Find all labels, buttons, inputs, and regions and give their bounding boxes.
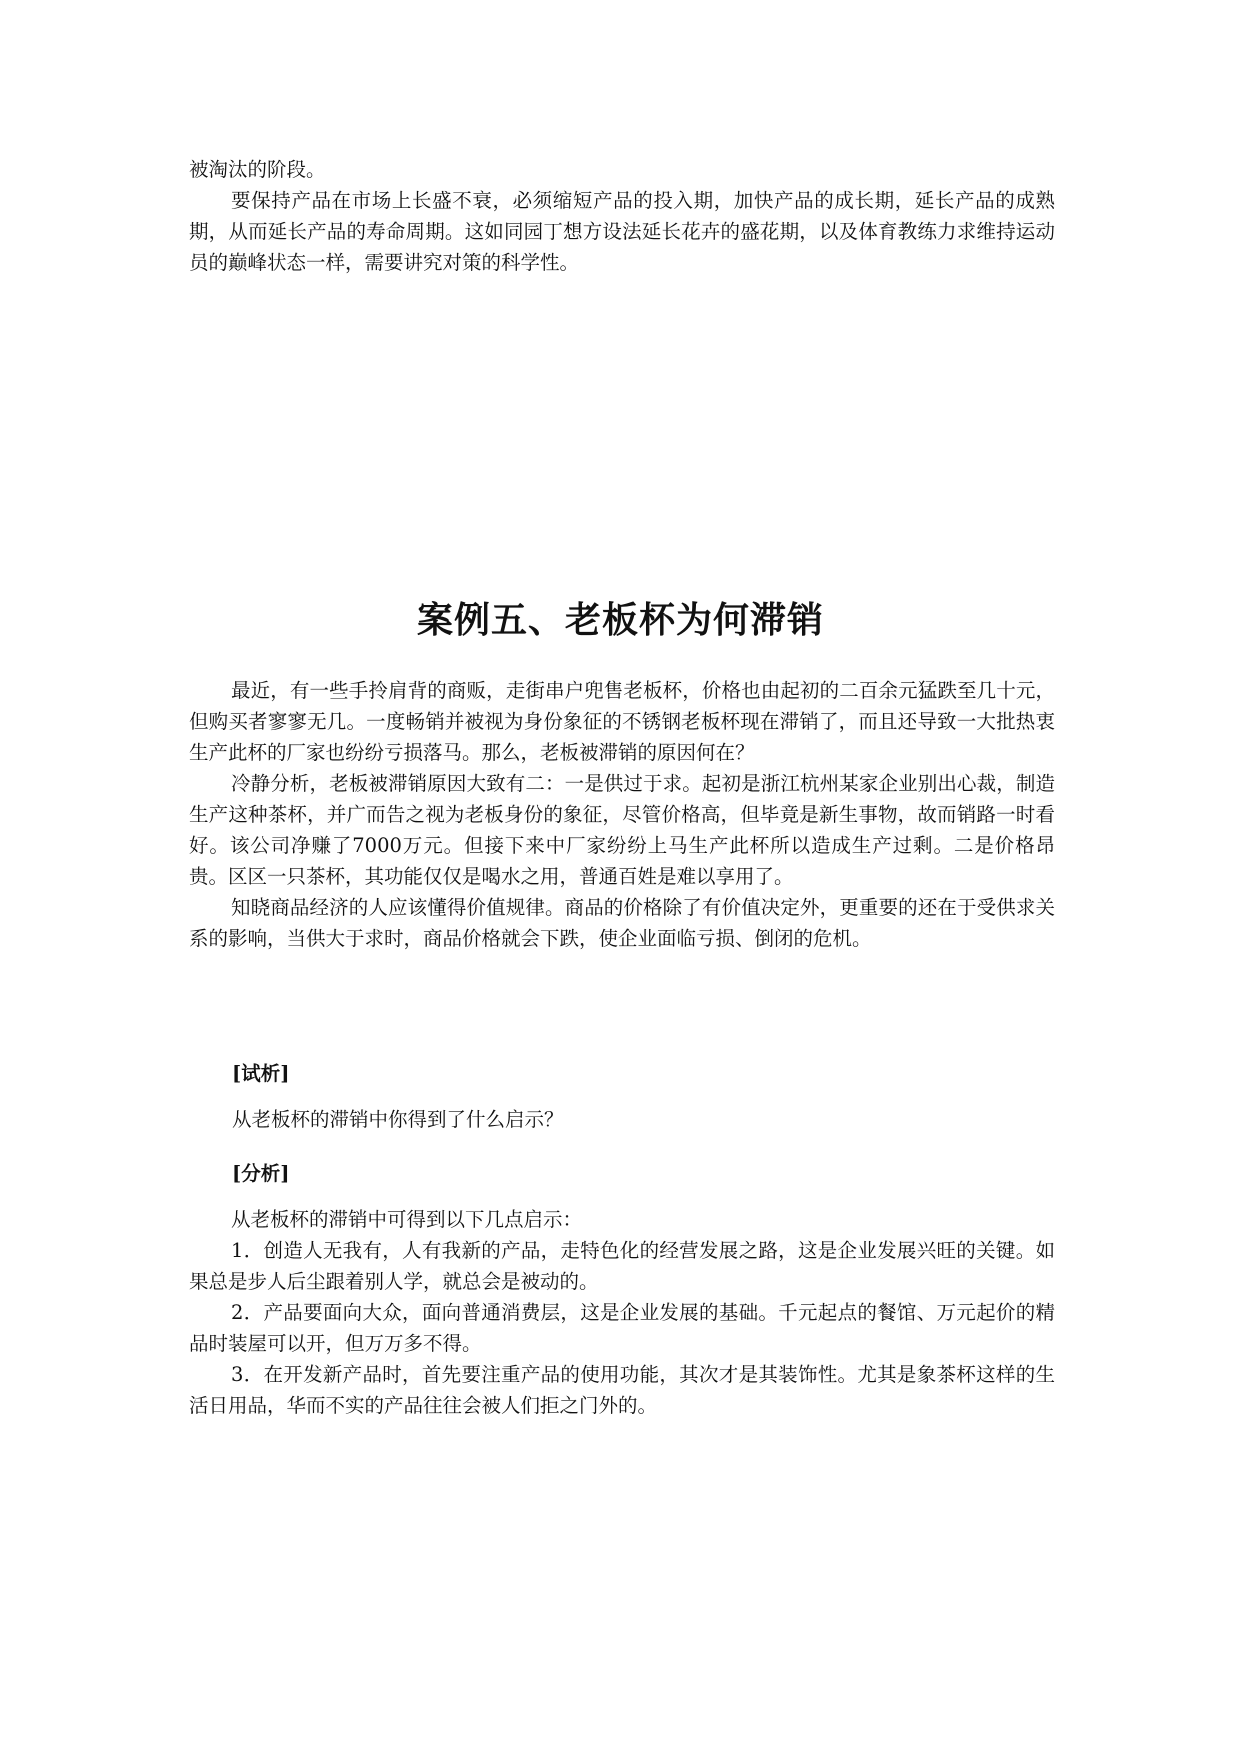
trial-question: 从老板杯的滞销中你得到了什么启示？ (232, 1108, 564, 1131)
analysis-body (189, 1204, 1055, 1421)
paragraph: 冷静分析，老板被滞销原因大致有二：一是供过于求。起初是浙江杭州某家企业别出心裁，制造生产这种茶杯，并广而告之视为老板身份的象征，尽管价格高，但毕竟是新生事物，故而销路一时看好。该公司净赚了7000万元。但接下来中厂家纷纷上马生产此杯所以造成生产过剩。二是价格昂贵。区区一只茶杯，其功能仅仅是喝水之用，普通百姓是难以享用了。 (189, 772, 1055, 888)
case-body (189, 675, 1055, 954)
paragraph: 3．在开发新产品时，首先要注重产品的使用功能，其次才是其装饰性。尤其是象茶杯这样的生活日用品，华而不实的产品往往会被人们拒之门外的。 (189, 1363, 1055, 1417)
paragraph: 最近，有一些手拎肩背的商贩，走街串户兜售老板杯，价格也由起初的二百余元猛跌至几十元，但购买者寥寥无几。一度畅销并被视为身份象征的不锈钢老板杯现在滞销了，而且还导致一大批热衷生产此杯的厂家也纷纷亏损落马。那么，老板被滞销的原因何在？ (189, 679, 1055, 764)
top-section (189, 154, 1055, 278)
trial-label: [试析] (232, 1062, 290, 1085)
paragraph: 知晓商品经济的人应该懂得价值规律。商品的价格除了有价值决定外，更重要的还在于受供求关系的影响，当供大于求时，商品价格就会下跌，使企业面临亏损、倒闭的危机。 (189, 896, 1055, 950)
paragraph: 被淘汰的阶段。 (189, 158, 326, 181)
paragraph: 从老板杯的滞销中可得到以下几点启示： (231, 1208, 583, 1231)
paragraph: 要保持产品在市场上长盛不衰，必须缩短产品的投入期，加快产品的成长期，延长产品的成熟期，从而延长产品的寿命周期。这如同园丁想方设法延长花卉的盛花期，以及体育教练力求维持运动员的巅峰状态一样，需要讲究对策的科学性。 (189, 189, 1055, 274)
paragraph: 1．创造人无我有，人有我新的产品，走特色化的经营发展之路，这是企业发展兴旺的关键。如果总是步人后尘跟着别人学，就总会是被动的。 (189, 1239, 1055, 1293)
case-title: 案例五、老板杯为何滞销 (416, 599, 824, 641)
analysis-label: [分析] (232, 1162, 290, 1185)
paragraph: 2．产品要面向大众，面向普通消费层，这是企业发展的基础。千元起点的餐馆、万元起价的精品时装屋可以开，但万万多不得。 (189, 1301, 1055, 1355)
